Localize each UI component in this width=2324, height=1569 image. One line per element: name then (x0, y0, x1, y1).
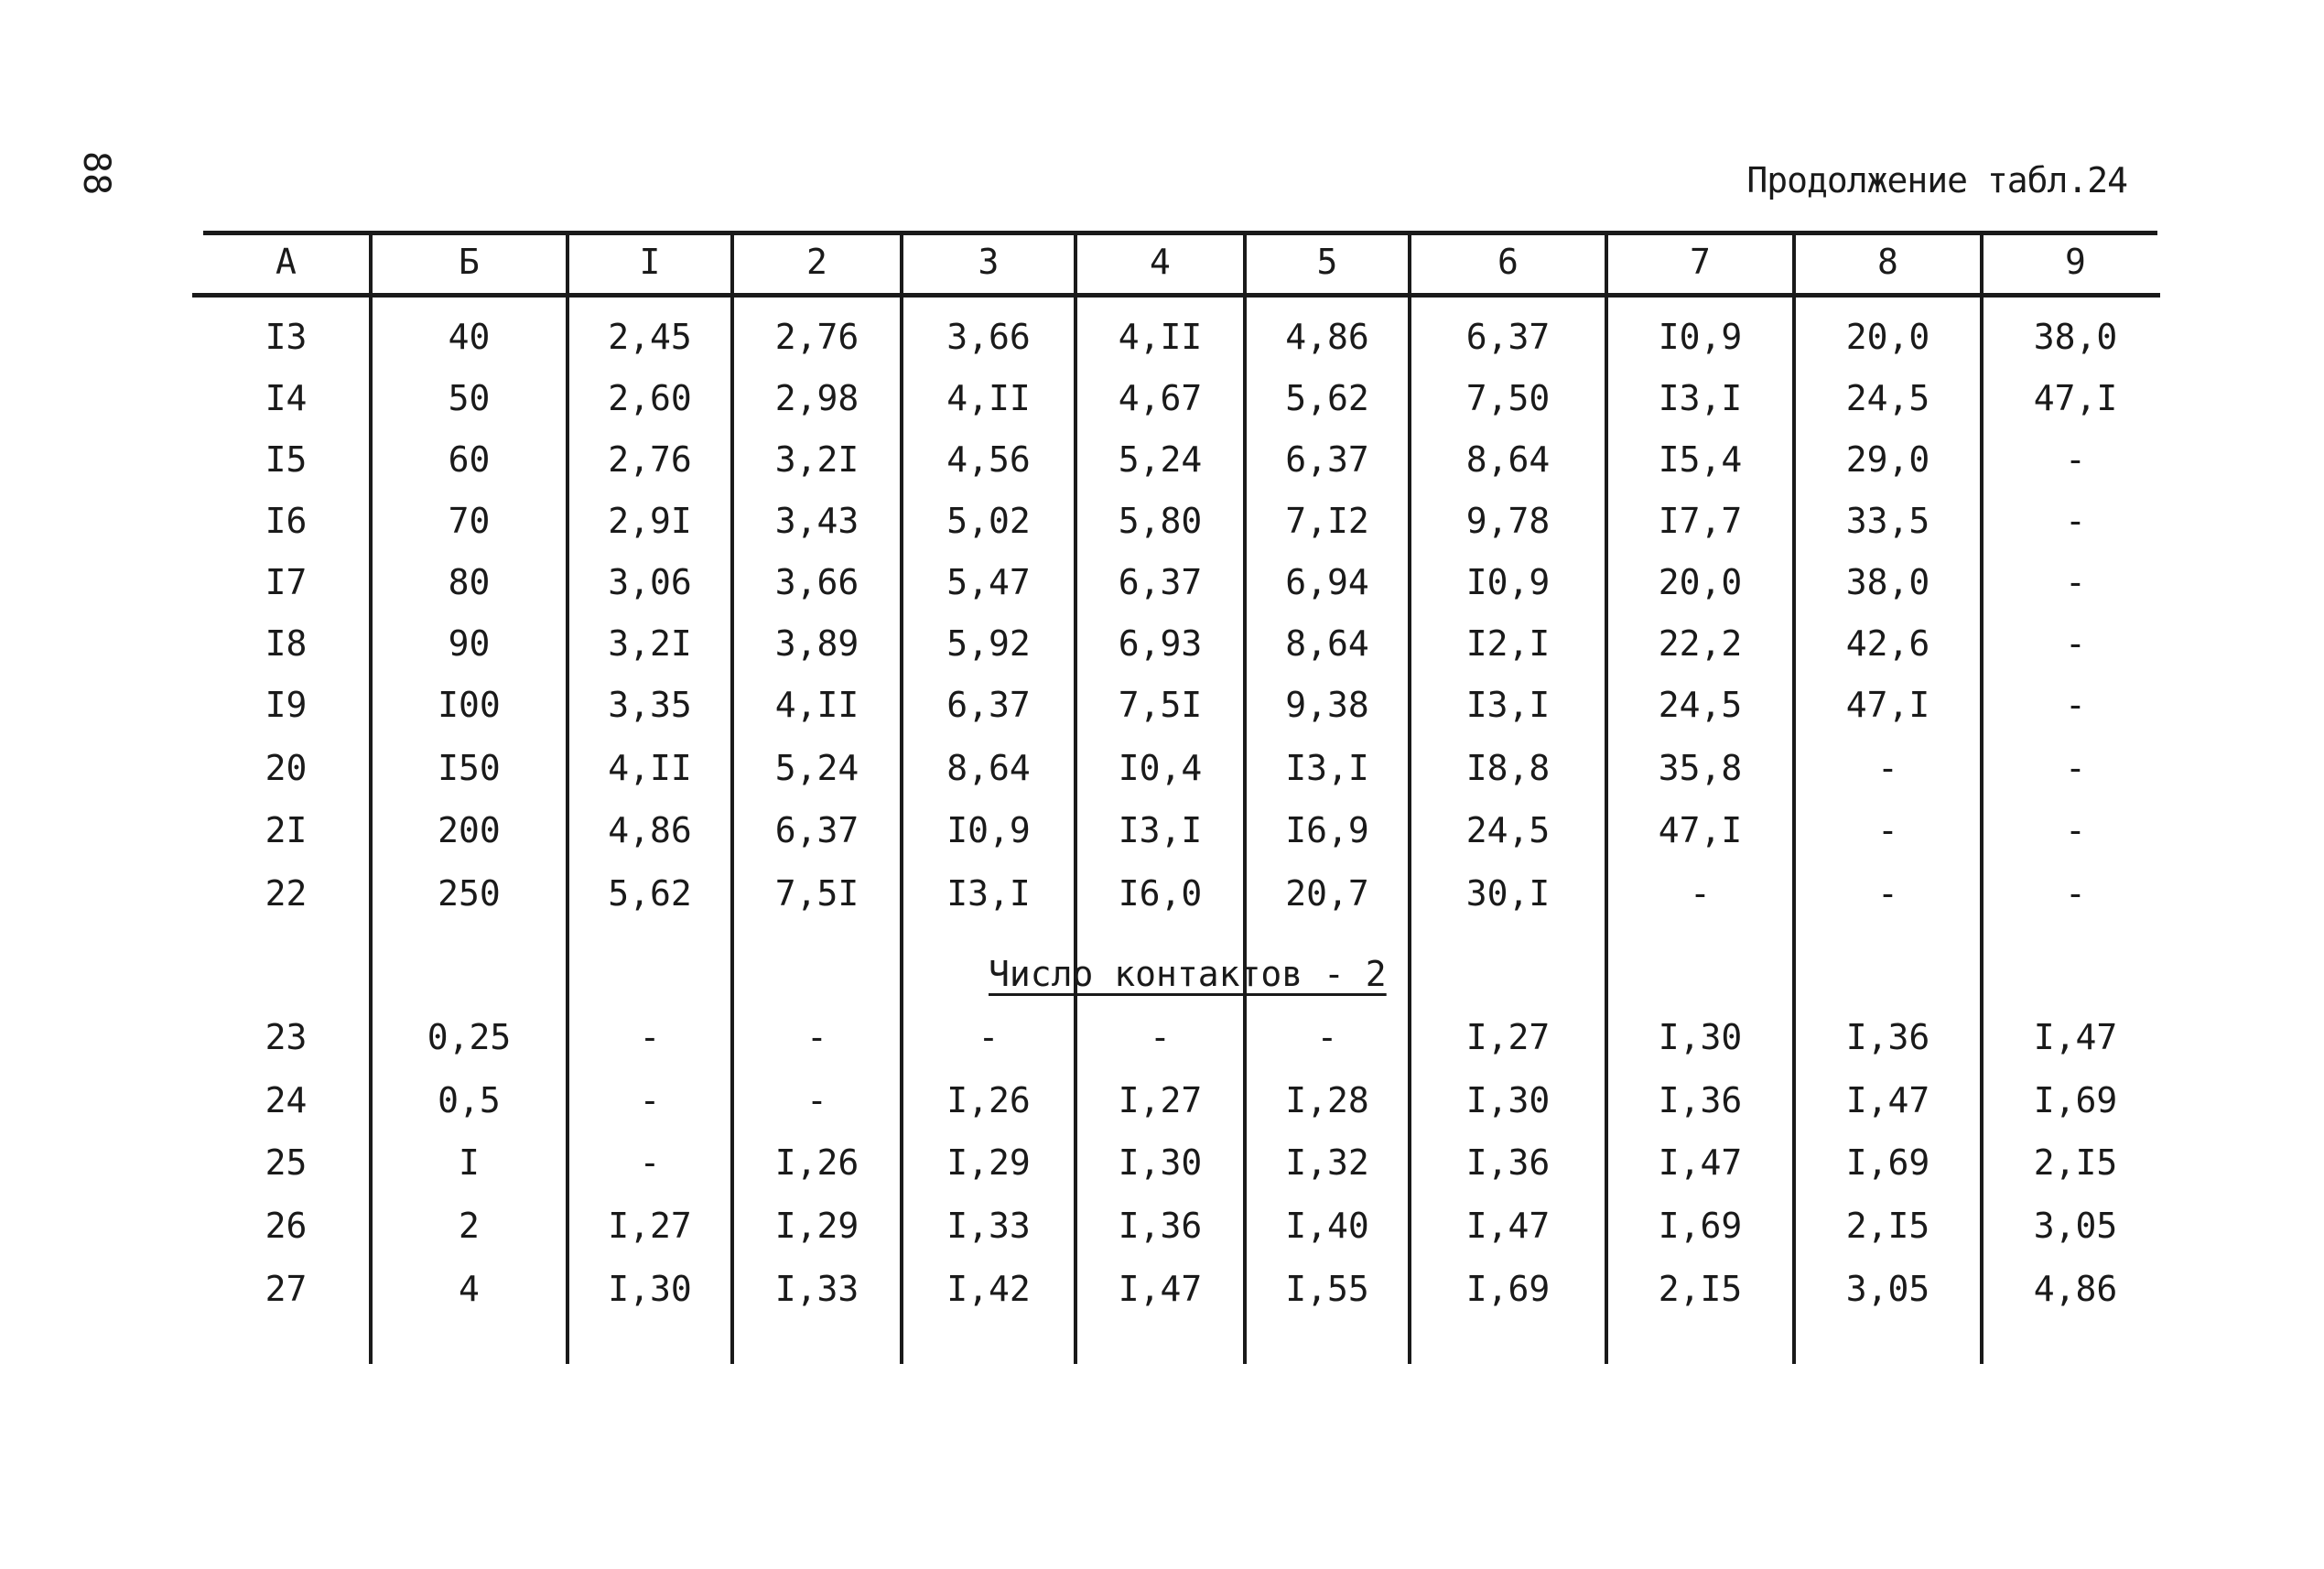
table-cell: I6,9 (1285, 810, 1369, 850)
table-cell: - (2065, 623, 2086, 664)
table-cell: 47,I (1658, 810, 1743, 850)
table-cell: 0,25 (427, 1017, 512, 1057)
table-cell: 4,II (946, 378, 1031, 418)
table-cell: 38,0 (2033, 317, 2118, 357)
table-cell: I,26 (946, 1080, 1031, 1120)
table-cell: 2,9I (608, 501, 692, 541)
table-cell: - (806, 1017, 827, 1057)
table-cell: I,47 (2033, 1017, 2118, 1057)
table-cell: I50 (438, 748, 501, 788)
table-cell: I,33 (946, 1206, 1031, 1246)
table-cell: 22,2 (1658, 623, 1743, 664)
table-cell: 3,05 (2033, 1206, 2118, 1246)
table-cell: 3,66 (774, 562, 859, 602)
table-cell: I,28 (1285, 1080, 1369, 1120)
table-cell: 5,92 (946, 623, 1031, 664)
table-cell: I,42 (946, 1269, 1031, 1309)
table-cell: 2,I5 (1658, 1269, 1743, 1309)
table-cell: I,32 (1285, 1142, 1369, 1183)
table-cell: - (1150, 1017, 1171, 1057)
table-cell: 6,37 (1465, 317, 1551, 357)
column-header: I (639, 242, 661, 282)
table-cell: 2,I5 (2033, 1142, 2118, 1183)
table-cell: 200 (438, 810, 501, 850)
table-cell: - (2065, 501, 2086, 541)
table-cell: - (639, 1142, 661, 1183)
table-cell: 20,0 (1845, 317, 1930, 357)
column-header: А (276, 242, 297, 282)
table-cell: 4,II (608, 748, 692, 788)
column-header: 4 (1150, 242, 1171, 282)
table-cell: 40 (448, 317, 491, 357)
column-header: 2 (806, 242, 827, 282)
table-cell: - (1316, 1017, 1338, 1057)
table-cell: I4 (265, 378, 308, 418)
table-cell: 42,6 (1845, 623, 1930, 664)
table-cell: 4,86 (2033, 1269, 2118, 1309)
table-cell: 24,5 (1658, 685, 1743, 725)
table-cell: I,47 (1118, 1269, 1203, 1309)
table-cell: I7 (265, 562, 308, 602)
table-cell: I,27 (1465, 1017, 1551, 1057)
table-caption: Продолжение табл.24 (1746, 160, 2127, 200)
table-cell: I9 (265, 685, 308, 725)
table-cell: 27 (265, 1269, 308, 1309)
table-cell: I00 (438, 685, 501, 725)
table-cell: I5,4 (1658, 439, 1743, 480)
table-cell: 0,5 (438, 1080, 501, 1120)
table-cell: 33,5 (1845, 501, 1930, 541)
table-cell: 3,35 (608, 685, 692, 725)
table-cell: 20,0 (1658, 562, 1743, 602)
table-cell: 26 (265, 1206, 308, 1246)
table-cell: 24,5 (1465, 810, 1551, 850)
table-cell: 6,37 (1118, 562, 1203, 602)
table-cell: I6,0 (1118, 873, 1203, 914)
table-cell: 3,05 (1845, 1269, 1930, 1309)
header-bottom-rule (192, 293, 2160, 298)
table-cell: I (459, 1142, 480, 1183)
table-cell: I,29 (946, 1142, 1031, 1183)
table-cell: 6,37 (1285, 439, 1369, 480)
column-header: 3 (978, 242, 1000, 282)
table-cell: 5,24 (1118, 439, 1203, 480)
table-cell: 3,43 (774, 501, 859, 541)
table-cell: I,27 (608, 1206, 692, 1246)
table-cell: I3,I (946, 873, 1031, 914)
table-cell: 2,I5 (1845, 1206, 1930, 1246)
table-cell: I8,8 (1465, 748, 1551, 788)
column-header: 5 (1316, 242, 1338, 282)
table-cell: I,69 (1465, 1269, 1551, 1309)
table-cell: I7,7 (1658, 501, 1743, 541)
table-cell: I,69 (2033, 1080, 2118, 1120)
table-cell: - (2065, 748, 2086, 788)
table-cell: I3,I (1465, 685, 1551, 725)
table-cell: 7,I2 (1285, 501, 1369, 541)
table-cell: 70 (448, 501, 491, 541)
table-cell: - (1877, 810, 1898, 850)
table-cell: 8,64 (1465, 439, 1551, 480)
table-cell: 2,60 (608, 378, 692, 418)
table-cell: I,30 (1658, 1017, 1743, 1057)
table-cell: 2I (265, 810, 308, 850)
table-cell: I3,I (1285, 748, 1369, 788)
table-cell: I5 (265, 439, 308, 480)
table-cell: 80 (448, 562, 491, 602)
table-cell: 60 (448, 439, 491, 480)
table-cell: 6,37 (946, 685, 1031, 725)
table-cell: I,26 (774, 1142, 859, 1183)
table-cell: I,69 (1845, 1142, 1930, 1183)
table-cell: 7,50 (1465, 378, 1551, 418)
table-cell: 3,06 (608, 562, 692, 602)
table-cell: 8,64 (1285, 623, 1369, 664)
table-cell: 6,93 (1118, 623, 1203, 664)
table-cell: 6,37 (774, 810, 859, 850)
table-cell: I,29 (774, 1206, 859, 1246)
table-cell: 25 (265, 1142, 308, 1183)
table-cell: I3,I (1658, 378, 1743, 418)
table-cell: I,40 (1285, 1206, 1369, 1246)
table-cell: 20 (265, 748, 308, 788)
table-cell: I8 (265, 623, 308, 664)
table-cell: I,30 (1118, 1142, 1203, 1183)
table-cell: 5,24 (774, 748, 859, 788)
table-cell: 3,89 (774, 623, 859, 664)
table-cell: 4,56 (946, 439, 1031, 480)
table-cell: - (806, 1080, 827, 1120)
table-cell: 24 (265, 1080, 308, 1120)
table-cell: - (978, 1017, 1000, 1057)
table-cell: 24,5 (1845, 378, 1930, 418)
table-cell: 4,67 (1118, 378, 1203, 418)
table-cell: 22 (265, 873, 308, 914)
table-cell: I0,9 (946, 810, 1031, 850)
table-cell: - (639, 1017, 661, 1057)
table-cell: 6,94 (1285, 562, 1369, 602)
section-title: Число контактов - 2 (989, 954, 1387, 994)
table-cell: - (2065, 439, 2086, 480)
table-cell: - (2065, 685, 2086, 725)
column-header: Б (459, 242, 480, 282)
table-cell: I,30 (608, 1269, 692, 1309)
table-cell: 90 (448, 623, 491, 664)
table-cell: I0,9 (1658, 317, 1743, 357)
table-cell: I,47 (1658, 1142, 1743, 1183)
table-cell: I0,9 (1465, 562, 1551, 602)
table-cell: - (1877, 748, 1898, 788)
table-cell: I0,4 (1118, 748, 1203, 788)
table-cell: 8,64 (946, 748, 1031, 788)
table-cell: 50 (448, 378, 491, 418)
table-cell: I,69 (1658, 1206, 1743, 1246)
table-cell: I,33 (774, 1269, 859, 1309)
table-cell: - (639, 1080, 661, 1120)
table-cell: 4,II (774, 685, 859, 725)
table-cell: 2,45 (608, 317, 692, 357)
table-cell: I,47 (1465, 1206, 1551, 1246)
table-cell: I2,I (1465, 623, 1551, 664)
table-cell: I,36 (1845, 1017, 1930, 1057)
table-cell: I,27 (1118, 1080, 1203, 1120)
table-cell: 5,02 (946, 501, 1031, 541)
column-header: 6 (1497, 242, 1519, 282)
page-number: 88 (75, 151, 117, 196)
table-cell: 38,0 (1845, 562, 1930, 602)
table-cell: I6 (265, 501, 308, 541)
table-cell: I3,I (1118, 810, 1203, 850)
table-cell: 9,38 (1285, 685, 1369, 725)
table-cell: 20,7 (1285, 873, 1369, 914)
table-cell: 2 (459, 1206, 480, 1246)
table-cell: 2,76 (608, 439, 692, 480)
table-cell: 5,62 (1285, 378, 1369, 418)
table-cell: - (2065, 562, 2086, 602)
table-cell: 3,66 (946, 317, 1031, 357)
table-cell: 4 (459, 1269, 480, 1309)
table-cell: 5,80 (1118, 501, 1203, 541)
table-cell: - (1877, 873, 1898, 914)
table-cell: 29,0 (1845, 439, 1930, 480)
table-cell: - (1690, 873, 1711, 914)
table-cell: I,36 (1465, 1142, 1551, 1183)
table-cell: 3,2I (774, 439, 859, 480)
column-header: 8 (1877, 242, 1898, 282)
table-cell: - (2065, 810, 2086, 850)
table-cell: I,55 (1285, 1269, 1369, 1309)
table-cell: 7,5I (774, 873, 859, 914)
table-cell: I,30 (1465, 1080, 1551, 1120)
table-cell: I3 (265, 317, 308, 357)
table-cell: 47,I (1845, 685, 1930, 725)
table-cell: - (2065, 873, 2086, 914)
table-cell: I,36 (1658, 1080, 1743, 1120)
table-cell: 35,8 (1658, 748, 1743, 788)
table-cell: 4,II (1118, 317, 1203, 357)
table-cell: 30,I (1465, 873, 1551, 914)
table-top-rule (203, 231, 2157, 235)
table-cell: 2,98 (774, 378, 859, 418)
column-header: 7 (1690, 242, 1711, 282)
table-cell: 47,I (2033, 378, 2118, 418)
table-cell: 5,62 (608, 873, 692, 914)
table-cell: 23 (265, 1017, 308, 1057)
table-cell: 9,78 (1465, 501, 1551, 541)
table-cell: I,47 (1845, 1080, 1930, 1120)
table-cell: 7,5I (1118, 685, 1203, 725)
table-cell: 2,76 (774, 317, 859, 357)
table-cell: 250 (438, 873, 501, 914)
table-cell: 5,47 (946, 562, 1031, 602)
table-cell: I,36 (1118, 1206, 1203, 1246)
table-cell: 4,86 (1285, 317, 1369, 357)
column-header: 9 (2065, 242, 2086, 282)
table-cell: 3,2I (608, 623, 692, 664)
table-cell: 4,86 (608, 810, 692, 850)
